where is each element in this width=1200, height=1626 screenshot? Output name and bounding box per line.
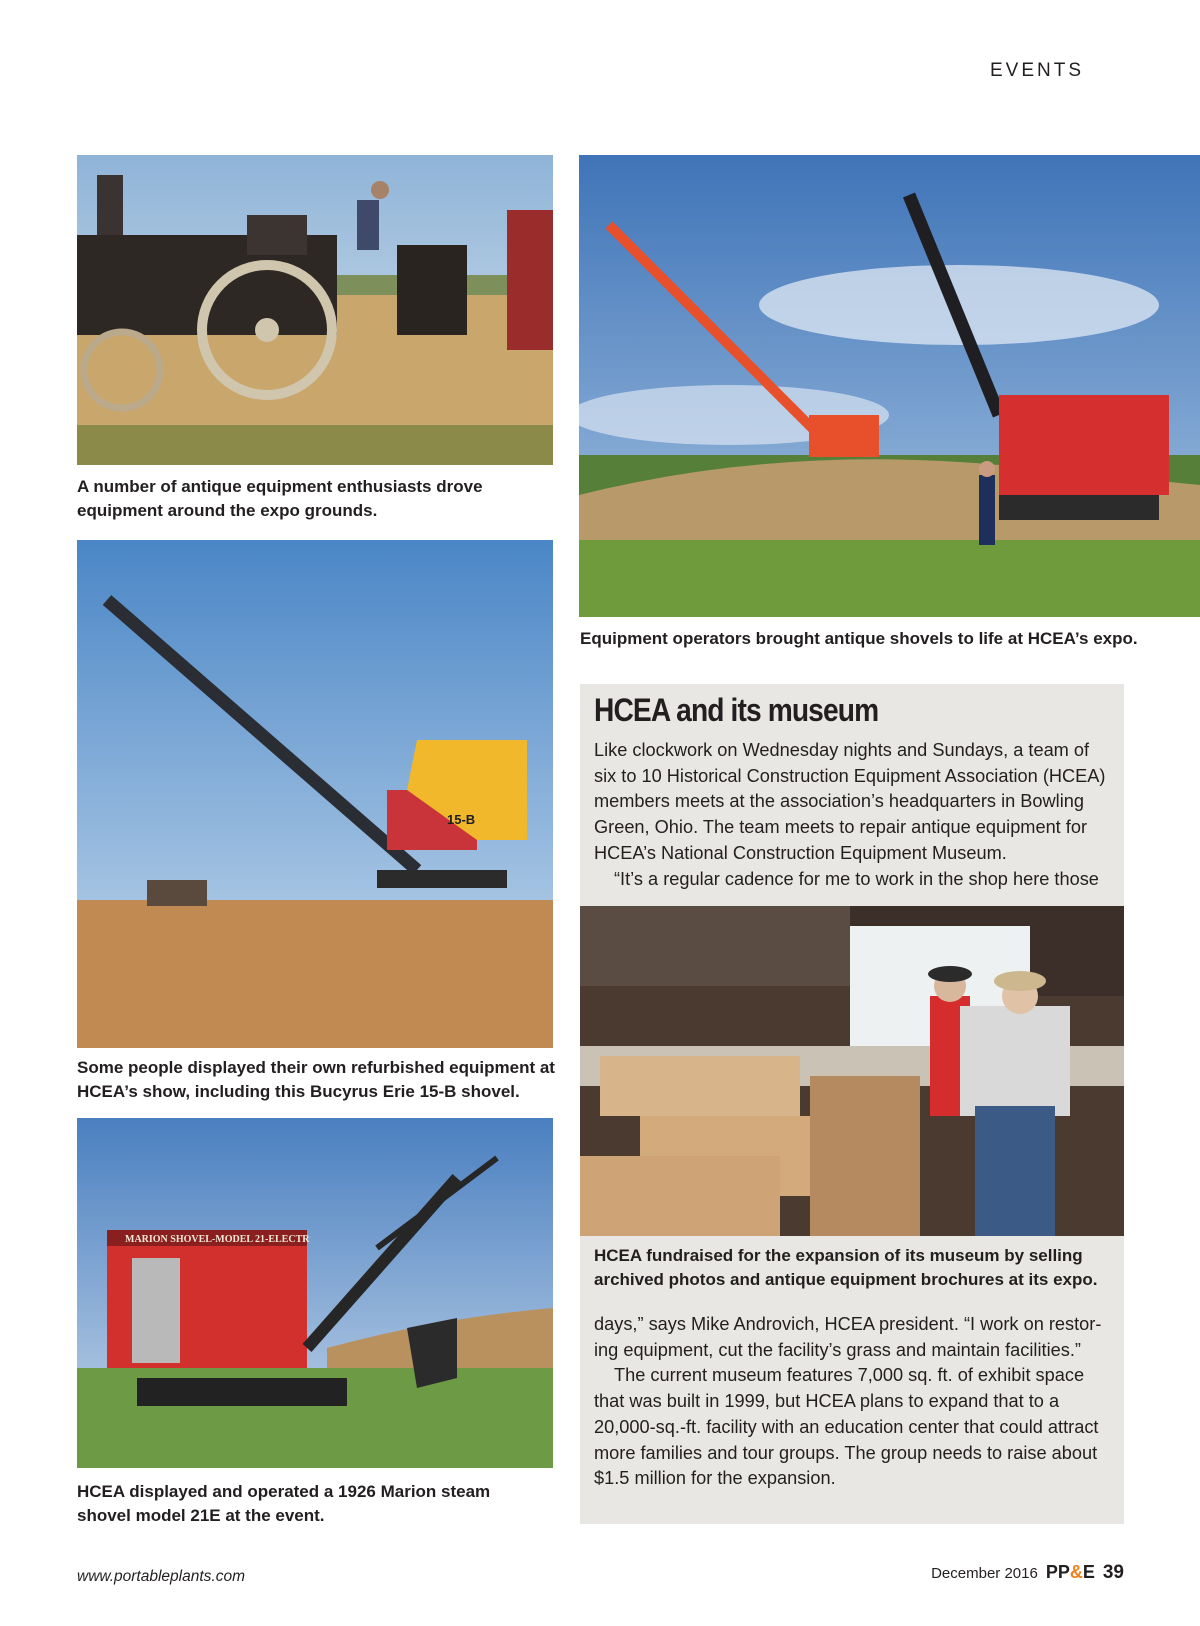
steam-tractor-caption: A number of antique equipment enthusiasts drove equipment around the expo grounds. bbox=[77, 477, 483, 520]
sidebar-title: HCEA and its museum bbox=[594, 692, 879, 728]
sidebar-closing-text bbox=[594, 1312, 1114, 1492]
section-label: EVENTS bbox=[989, 60, 1084, 81]
museum-sale-caption: HCEA fundraised for the expansion of its museum by selling archived photos and antique equipment brochures at its expo. bbox=[594, 1246, 1098, 1289]
sidebar-paragraph-2-end: days,” says Mike Androvich, HCEA president. “I work on restoring equipment, cut the facility’s grass and maintain facilities.” bbox=[594, 1314, 1102, 1360]
marion-shovel-photo bbox=[77, 1118, 553, 1468]
footer-date: December 2016 bbox=[931, 1565, 1038, 1582]
bucyrus-shovel-caption: Some people displayed their own refurbished equipment at HCEA’s show, including this Bucyrus Erie 15-B shovel. bbox=[77, 1058, 555, 1101]
museum-sale-photo bbox=[580, 906, 1124, 1236]
footer-folio bbox=[931, 1562, 1124, 1584]
sidebar-paragraph-1: Like clockwork on Wednesday nights and Sundays, a team of six to 10 Historical Construction Equipment Association (HCEA) members meets at the association’s headquarters in Bowling Green, Ohio. The team meets to repair antique equipment for HCEA’s National Construction Equipment Museum. bbox=[594, 740, 1106, 863]
dragline-cranes-caption: Equipment operators brought antique shovels to life at HCEA’s expo. bbox=[580, 629, 1138, 648]
sidebar-paragraph-3: The current museum features 7,000 sq. ft. of exhibit space that was built in 1999, but HCEA plans to expand that to a 20,000-sq.-ft. facility with an education center that could attract more families and tour groups. The group needs to raise about $1.5 million for the expansion. bbox=[594, 1365, 1099, 1489]
museum-sidebar bbox=[580, 684, 1124, 1524]
marion-model-label: MARION SHOVEL-MODEL 21-ELECTR bbox=[125, 1234, 310, 1245]
bucyrus-model-label: 15-B bbox=[447, 812, 476, 827]
magazine-logo: PP&E bbox=[1045, 1562, 1095, 1582]
sidebar-paragraph-2-start: “It’s a regular cadence for me to work in the shop here those bbox=[614, 868, 1099, 889]
sidebar-intro-text bbox=[594, 738, 1114, 892]
footer-url[interactable]: www.portableplants.com bbox=[77, 1568, 245, 1585]
marion-shovel-caption: HCEA displayed and operated a 1926 Marion steam shovel model 21E at the event. bbox=[77, 1482, 491, 1525]
bucyrus-shovel-photo bbox=[77, 540, 553, 1048]
dragline-cranes-photo bbox=[579, 155, 1200, 617]
steam-tractor-photo bbox=[77, 155, 553, 465]
page-number: 39 bbox=[1102, 1562, 1124, 1583]
